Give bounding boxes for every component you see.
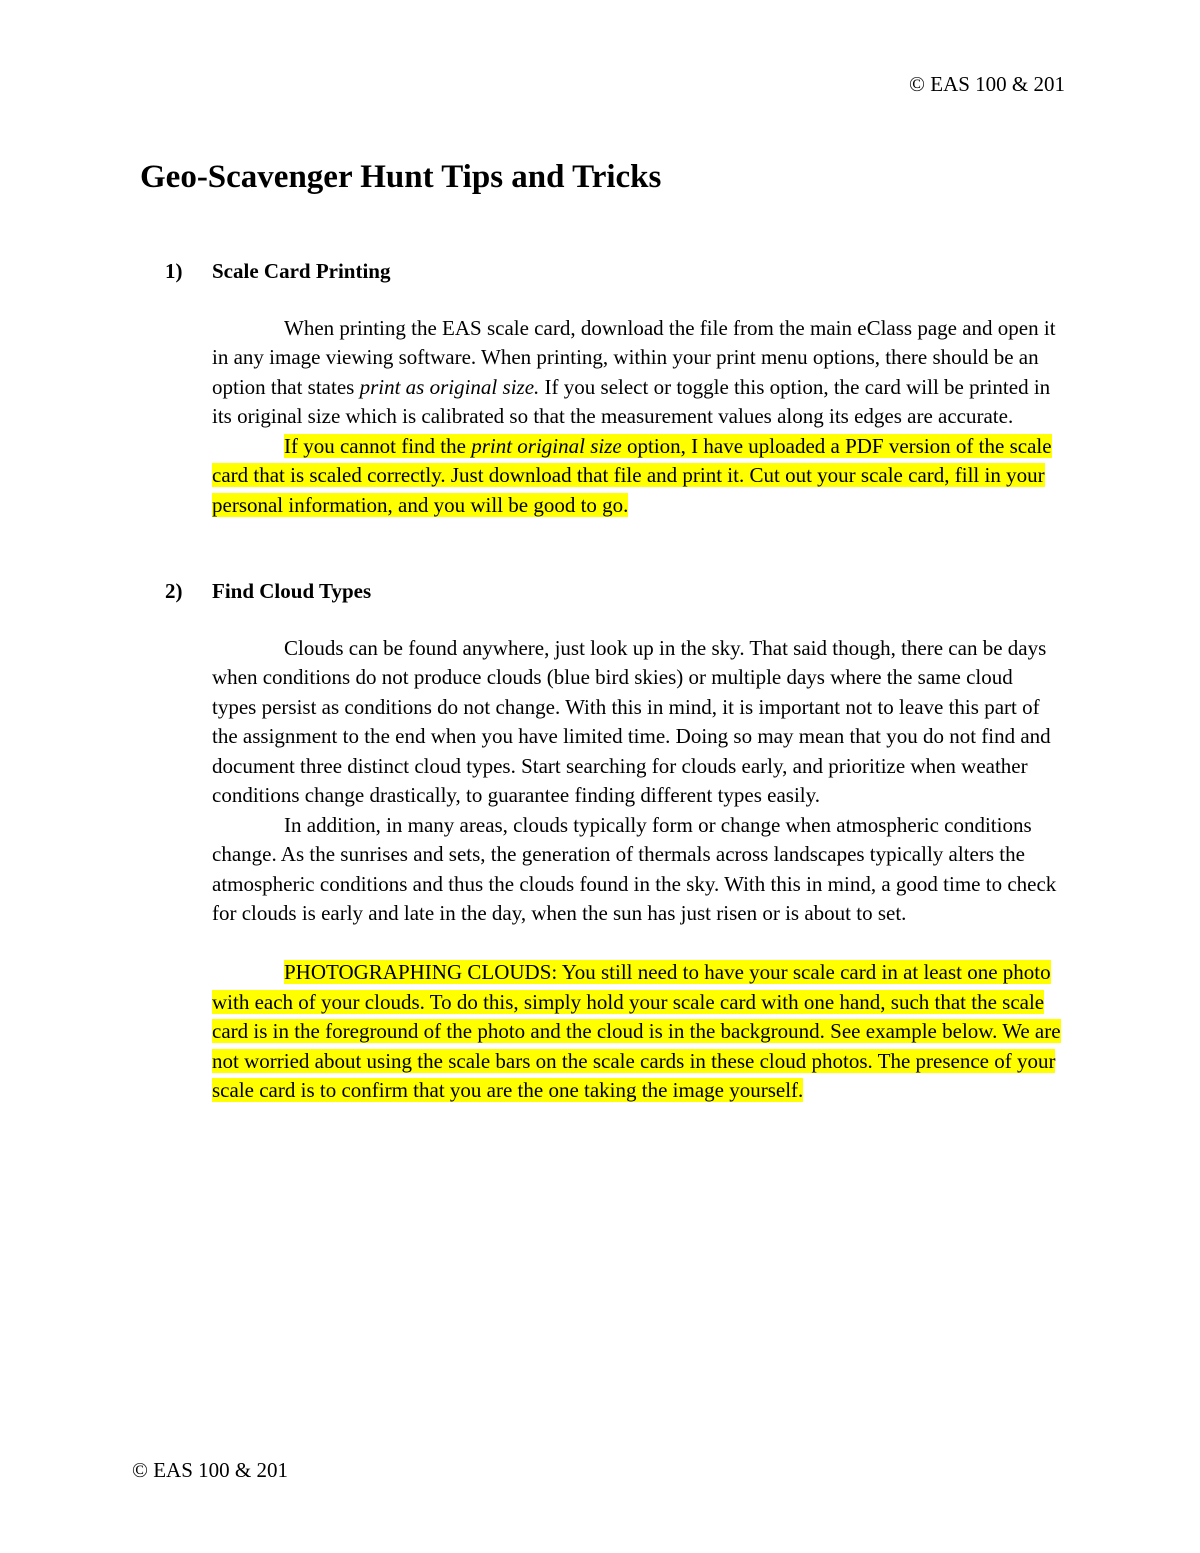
paragraph: In addition, in many areas, clouds typically form or change when atmospheric conditions change. As the sunrises and sets, the generation of thermals across landscapes typically alters the atmospheric conditions and thus the clouds found in the sky. With this in mind, a good time to check for clouds is early and late in the day, when the sun has just risen or is about to set. <box>212 812 1057 925</box>
paragraph <box>212 314 1062 432</box>
highlighted-paragraph <box>212 432 1062 521</box>
section-body <box>212 634 1062 1106</box>
section-heading <box>140 577 1060 607</box>
section-number: 1) <box>165 259 183 283</box>
section-number: 2) <box>165 579 183 603</box>
paragraph-text: When printing the EAS scale card, download the file from the main eClass page and open it in any image viewing software. When printing, within your print menu options, there should be an option that states <box>212 315 1056 399</box>
paragraph-text: If you select or toggle this option, the card will be printed in its original size which is calibrated so that the measurement values along its edges are accurate. <box>212 374 1051 428</box>
highlighted-text: PHOTOGRAPHING CLOUDS: You still need to have your scale card in at least one photo with each of your clouds. To do this, simply hold your scale card with one hand, such that the scale card is in the foreground of the photo and the cloud is in the background. See example below. We are not worried about using the scale bars on the scale cards in these cloud photos. The presence of your scale card is to confirm that you are the one taking the image yourself. <box>212 960 1061 1102</box>
highlighted-italic-text: print original size <box>471 433 622 458</box>
highlighted-paragraph <box>212 958 1062 1106</box>
header-copyright: © EAS 100 & 201 <box>909 72 1065 96</box>
section-find-cloud-types <box>140 577 1060 1106</box>
paragraph: Clouds can be found anywhere, just look up in the sky. That said though, there can be days when conditions do not produce clouds (blue bird skies) or multiple days where the same cloud types persist as conditions do not change. With this in mind, it is important not to leave this part of the assignment to the end when you have limited time. Doing so may mean that you do not find and document three distinct cloud types. Start searching for clouds early, and prioritize when weather conditions change drastically, to guarantee finding different types easily. <box>212 635 1051 807</box>
paragraph-italic-text: print as original size. <box>359 374 540 399</box>
highlighted-text: If you cannot find the <box>284 433 472 458</box>
section-scale-card-printing <box>140 257 1060 520</box>
section-title: Scale Card Printing <box>212 259 391 283</box>
section-body <box>212 314 1062 521</box>
paragraph-spacer <box>212 929 1062 959</box>
page-title: Geo-Scavenger Hunt Tips and Tricks <box>140 159 662 195</box>
section-title: Find Cloud Types <box>212 579 372 603</box>
section-heading <box>140 257 1060 287</box>
footer-copyright: © EAS 100 & 201 <box>132 1458 288 1482</box>
highlighted-text: option, I have uploaded a PDF version of the scale card that is scaled correctly. Just download that file and print it. Cut out your scale card, fill in your personal information, and you will be good to go. <box>212 433 1052 517</box>
